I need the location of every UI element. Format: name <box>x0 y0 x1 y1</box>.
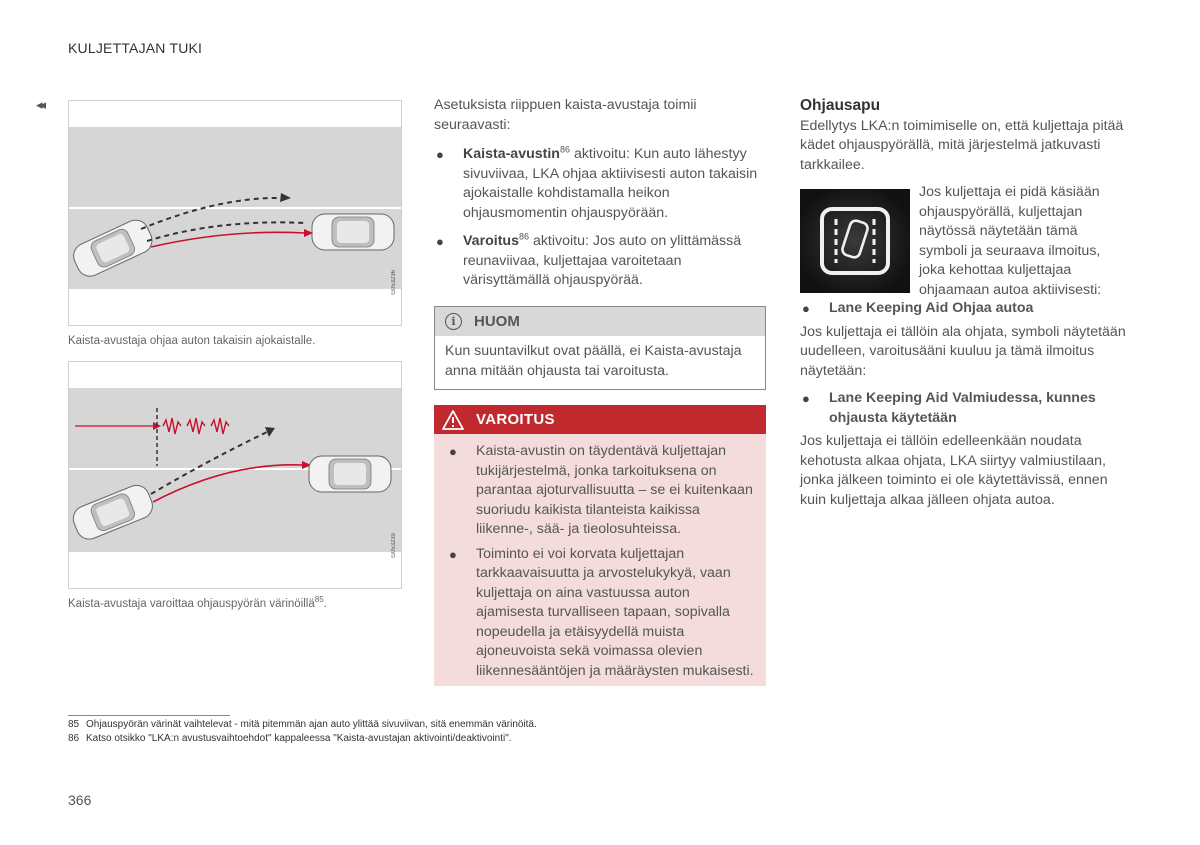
figure-code: G053239 <box>391 533 397 558</box>
hands-on-wheel-symbol-image <box>800 189 910 293</box>
list-item: ● Kaista-avustin on täydentävä kuljettajan tukijärjestelmä, jonka tarkoituksena on parantaa ajoturvallisuutta – se ei kuitenkaan suoriudu kaikista tilanteista kaikissa liikenne-, sää- ja tieolosuhteissa. <box>449 443 753 537</box>
page-number: 366 <box>68 792 92 808</box>
list-item: ● Lane Keeping Aid Valmiudessa, kunnes ohjausta käytetään <box>802 390 1096 426</box>
list-item: ● Toiminto ei voi korvata kuljettajan tarkkaavaisuutta ja arvostelukykyä, vaan kuljettaja on aina vastuussa auton ajamisesta turvalliseen tapaan, sopivalla nopeudella ja etäisyydellä muista ajoneuvoista sekä voimassa olevien liikennesääntöjen ja määräysten mukaisesti. <box>449 545 754 679</box>
paragraph: Jos kuljettaja ei tällöin edelleenkään noudata kehotusta alkaa ohjata, LKA siirtyy valmiustilaan, jonka jälkeen toiminto ei ole käytettävissä, ennen kuin kuljettaja alkaa jälleen ohjata autoa. <box>800 433 1108 508</box>
footnote: 85 Ohjauspyörän värinät vaihtelevat - mitä pitemmän ajan auto ylittää sivuviivan, sitä enemmän värinöitä. <box>68 719 537 730</box>
footnote: 86 Katso otsikko "LKA:n avustusvaihtoehdot" kappaleessa "Kaista-avustajan aktivointi/deaktivointi". <box>68 733 512 744</box>
footnote-divider <box>68 715 230 716</box>
figure-lane-assist-warning <box>68 361 402 589</box>
intro-paragraph: Asetuksista riippuen kaista-avustaja toimii seuraavasti: <box>434 97 697 133</box>
figure-caption: Kaista-avustaja ohjaa auton takaisin ajokaistalle. <box>68 335 316 347</box>
bullet-icon: ● <box>802 301 810 316</box>
section-heading: Ohjausapu <box>800 97 881 114</box>
symbol-section <box>800 183 1130 298</box>
bullet-icon: ● <box>449 444 457 459</box>
list-item: ● Varoitus$^{86}$ aktivoitu: Jos auto on ylittämässä reunaviivaa, kuljettajaa varoitetaan värisyttämällä ohjauspyörää. <box>436 231 742 288</box>
list-item: ● Lane Keeping Aid Ohjaa autoa <box>800 299 1130 319</box>
page-header: KULJETTAJAN TUKI <box>68 40 203 56</box>
intro-paragraph: Edellytys LKA:n toimimiselle on, että kuljettaja pitää kädet ohjauspyörällä, mitä järjestelmä jatkuvasti tarkkailee. <box>800 117 1124 173</box>
back-icon[interactable]: ◂◂ <box>36 97 44 112</box>
note-box <box>434 306 766 390</box>
warning-triangle-icon <box>442 410 464 430</box>
column-steering-assist <box>800 96 1130 518</box>
info-icon: i <box>445 313 462 330</box>
note-header <box>435 307 765 336</box>
warning-box <box>434 405 766 686</box>
paragraph: Jos kuljettaja ei tällöin ala ohjata, symboli näytetään uudelleen, varoitusääni kuuluu ja tämä ilmoitus näytetään: <box>800 323 1126 379</box>
bullet-icon: ● <box>449 546 457 562</box>
bullet-icon: ● <box>436 234 444 249</box>
note-text: Kun suuntavilkut ovat päällä, ei Kaista-avustaja anna mitään ohjausta tai varoitusta. <box>445 343 742 379</box>
warning-title: VAROITUS <box>476 411 555 428</box>
list-item: ● Kaista-avustin$^{86}$ aktivoitu: Kun auto lähestyy sivuviivaa, LKA ohjaa aktiivisesti auton takaisin ajokaistalle kohdistamalla heikon ohjausmomentin ohjauspyörään. <box>436 144 758 221</box>
warning-header <box>434 405 766 434</box>
bullet-icon: ● <box>802 391 810 406</box>
figure-code: G053236 <box>391 270 397 295</box>
figure-lane-assist-steering <box>68 100 402 326</box>
note-title: HUOM <box>474 313 520 330</box>
bullet-icon: ● <box>436 147 444 162</box>
column-lane-assist-modes <box>434 96 766 300</box>
symbol-description: Jos kuljettaja ei pidä käsiään ohjauspyörällä, kuljettajan näytössä näytetään tämä symboli ja seuraava ilmoitus, joka kehottaa kuljettajaa ohjaamaan autoa aktiivisesti: <box>919 184 1102 298</box>
figure-caption: Kaista-avustaja varoittaa ohjauspyörän värinöillä$^{85}$. <box>68 595 327 610</box>
